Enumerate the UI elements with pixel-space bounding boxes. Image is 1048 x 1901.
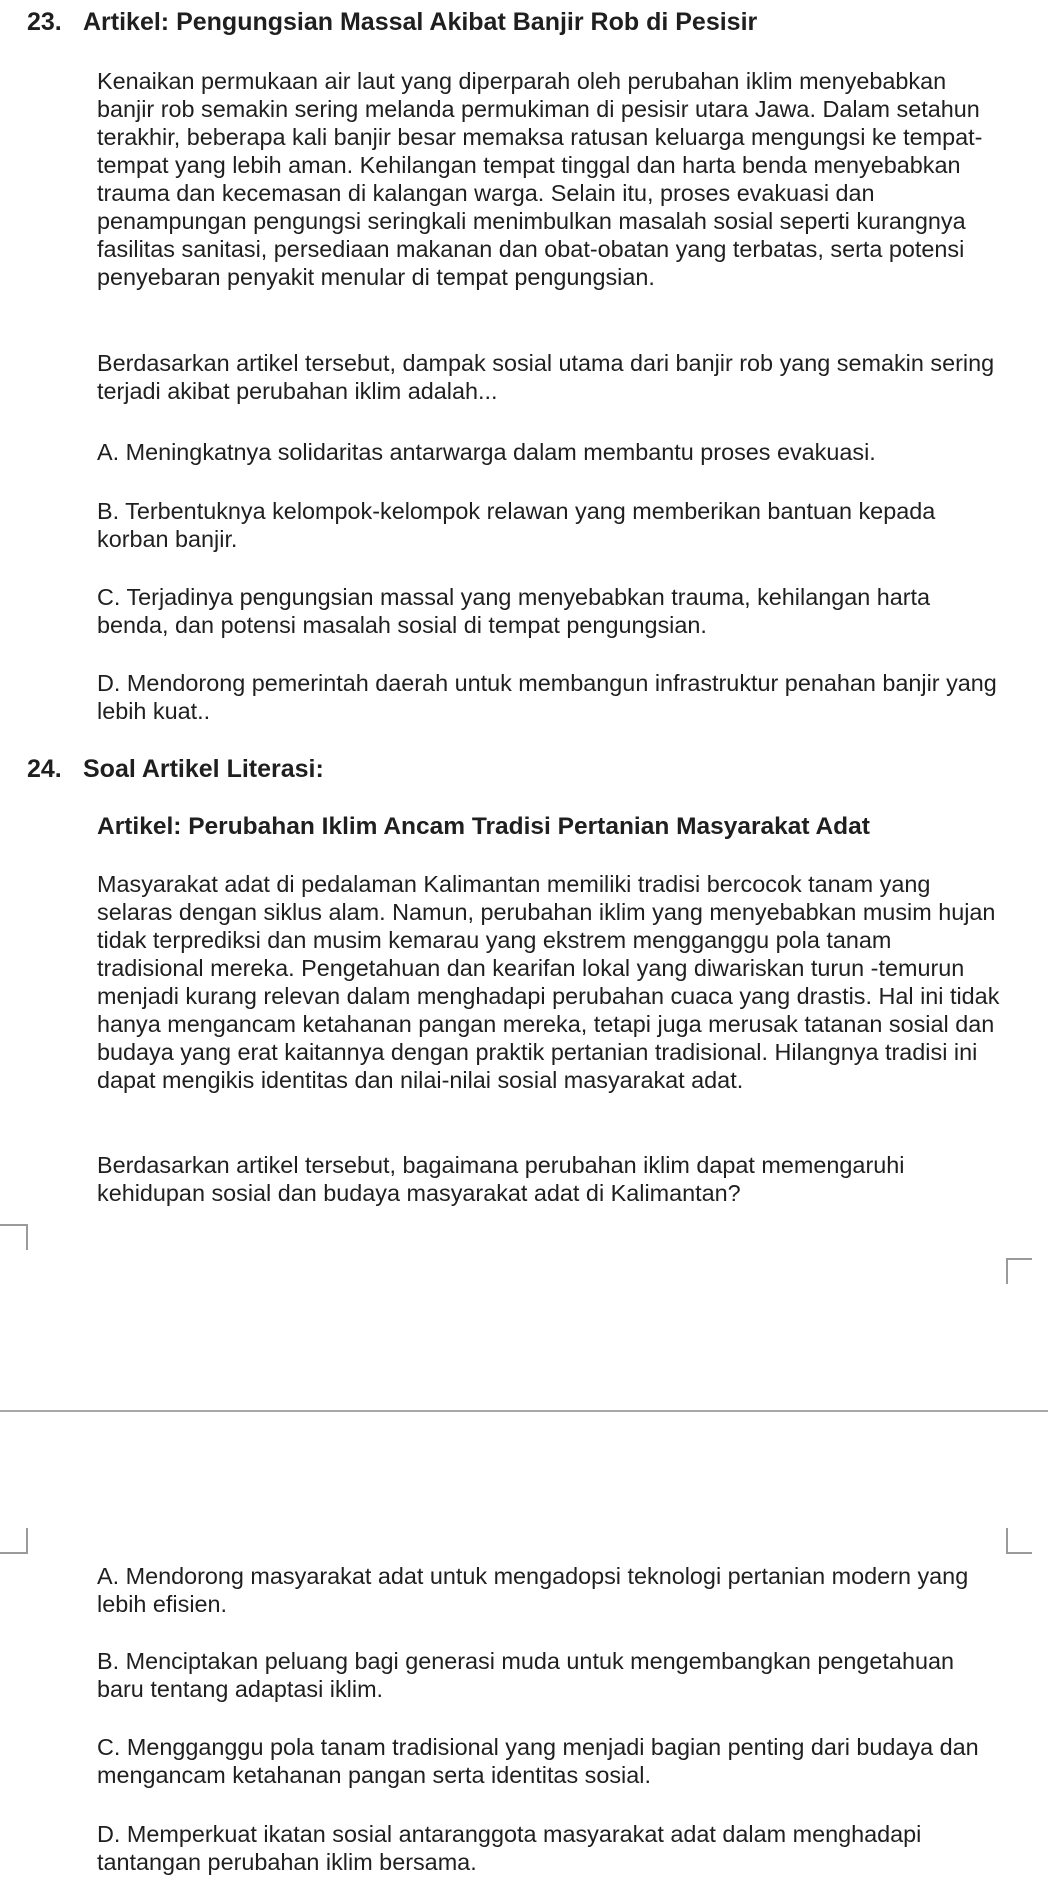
question-24-option-d[interactable]: D. Memperkuat ikatan sosial antaranggota masyarakat adat dalam menghadapi tantangan perubahan iklim bersama. [97, 1821, 922, 1875]
question-24-header [27, 754, 324, 784]
question-23-number: 23. [27, 8, 62, 36]
question-24-option-c[interactable]: C. Mengganggu pola tanam tradisional yang menjadi bagian penting dari budaya dan mengancam ketahanan pangan serta identitas sosial. [97, 1734, 979, 1788]
question-23-title: Artikel: Pengungsian Massal Akibat Banjir Rob di Pesisir [83, 8, 758, 36]
question-24-article: Masyarakat adat di pedalaman Kalimantan memiliki tradisi bercocok tanam yang selaras dengan siklus alam. Namun, perubahan iklim yang menyebabkan musim hujan tidak terprediksi dan musim kemarau yang ekstrem mengganggu pola tanam tradisional mereka. Pengetahuan dan kearifan lokal yang diwariskan turun -temurun menjadi kurang relevan dalam menghadapi perubahan cuaca yang drastis. Hal ini tidak hanya mengancam ketahanan pangan mereka, tetapi juga merusak tatanan sosial dan budaya yang erat kaitannya dengan praktik pertanian tradisional. Hilangnya tradisi ini dapat mengikis identitas dan nilai-nilai sosial masyarakat adat. [97, 871, 1000, 1093]
question-23-header [27, 7, 757, 37]
question-23-option-b[interactable]: B. Terbentuknya kelompok-kelompok relawan yang memberikan bantuan kepada korban banjir. [97, 498, 936, 552]
question-24-article-title: Artikel: Perubahan Iklim Ancam Tradisi Pertanian Masyarakat Adat [97, 813, 870, 840]
answer-box-corner-top-right [1006, 1258, 1032, 1284]
question-24-option-b[interactable]: B. Menciptakan peluang bagi generasi muda untuk mengembangkan pengetahuan baru tentang adaptasi iklim. [97, 1648, 954, 1702]
question-23-option-c[interactable]: C. Terjadinya pengungsian massal yang menyebabkan trauma, kehilangan harta benda, dan potensi masalah sosial di tempat pengungsian. [97, 584, 931, 638]
question-24-prompt: Berdasarkan artikel tersebut, bagaimana perubahan iklim dapat memengaruhi kehidupan sosial dan budaya masyarakat adat di Kalimantan? [97, 1152, 905, 1206]
question-24-title: Soal Artikel Literasi: [83, 755, 324, 783]
answer-box-corner-top-left [0, 1224, 28, 1250]
question-24-number: 24. [27, 755, 62, 783]
question-23-article: Kenaikan permukaan air laut yang diperparah oleh perubahan iklim menyebabkan banjir rob semakin sering melanda permukiman di pesisir utara Jawa. Dalam setahun terakhir, beberapa kali banjir besar memaksa ratusan keluarga mengungsi ke tempat-tempat yang lebih aman. Kehilangan tempat tinggal dan harta benda menyebabkan trauma dan kecemasan di kalangan warga. Selain itu, proses evakuasi dan penampungan pengungsi seringkali menimbulkan masalah sosial seperti kurangnya fasilitas sanitasi, persediaan makanan dan obat-obatan yang terbatas, serta potensi penyebaran penyakit menular di tempat pengungsian. [97, 68, 983, 290]
question-23-option-a[interactable]: A. Meningkatnya solidaritas antarwarga dalam membantu proses evakuasi. [97, 439, 876, 465]
question-24-option-a[interactable]: A. Mendorong masyarakat adat untuk mengadopsi teknologi pertanian modern yang lebih efisien. [97, 1563, 969, 1617]
answer-box-corner-bottom-right [1006, 1528, 1032, 1554]
answer-box[interactable] [0, 1224, 1048, 1554]
question-23-prompt: Berdasarkan artikel tersebut, dampak sosial utama dari banjir rob yang semakin sering terjadi akibat perubahan iklim adalah... [97, 350, 995, 404]
answer-box-corner-bottom-left [0, 1528, 28, 1554]
question-23-option-d[interactable]: D. Mendorong pemerintah daerah untuk membangun infrastruktur penahan banjir yang lebih kuat.. [97, 670, 997, 724]
answer-box-divider [0, 1410, 1048, 1412]
